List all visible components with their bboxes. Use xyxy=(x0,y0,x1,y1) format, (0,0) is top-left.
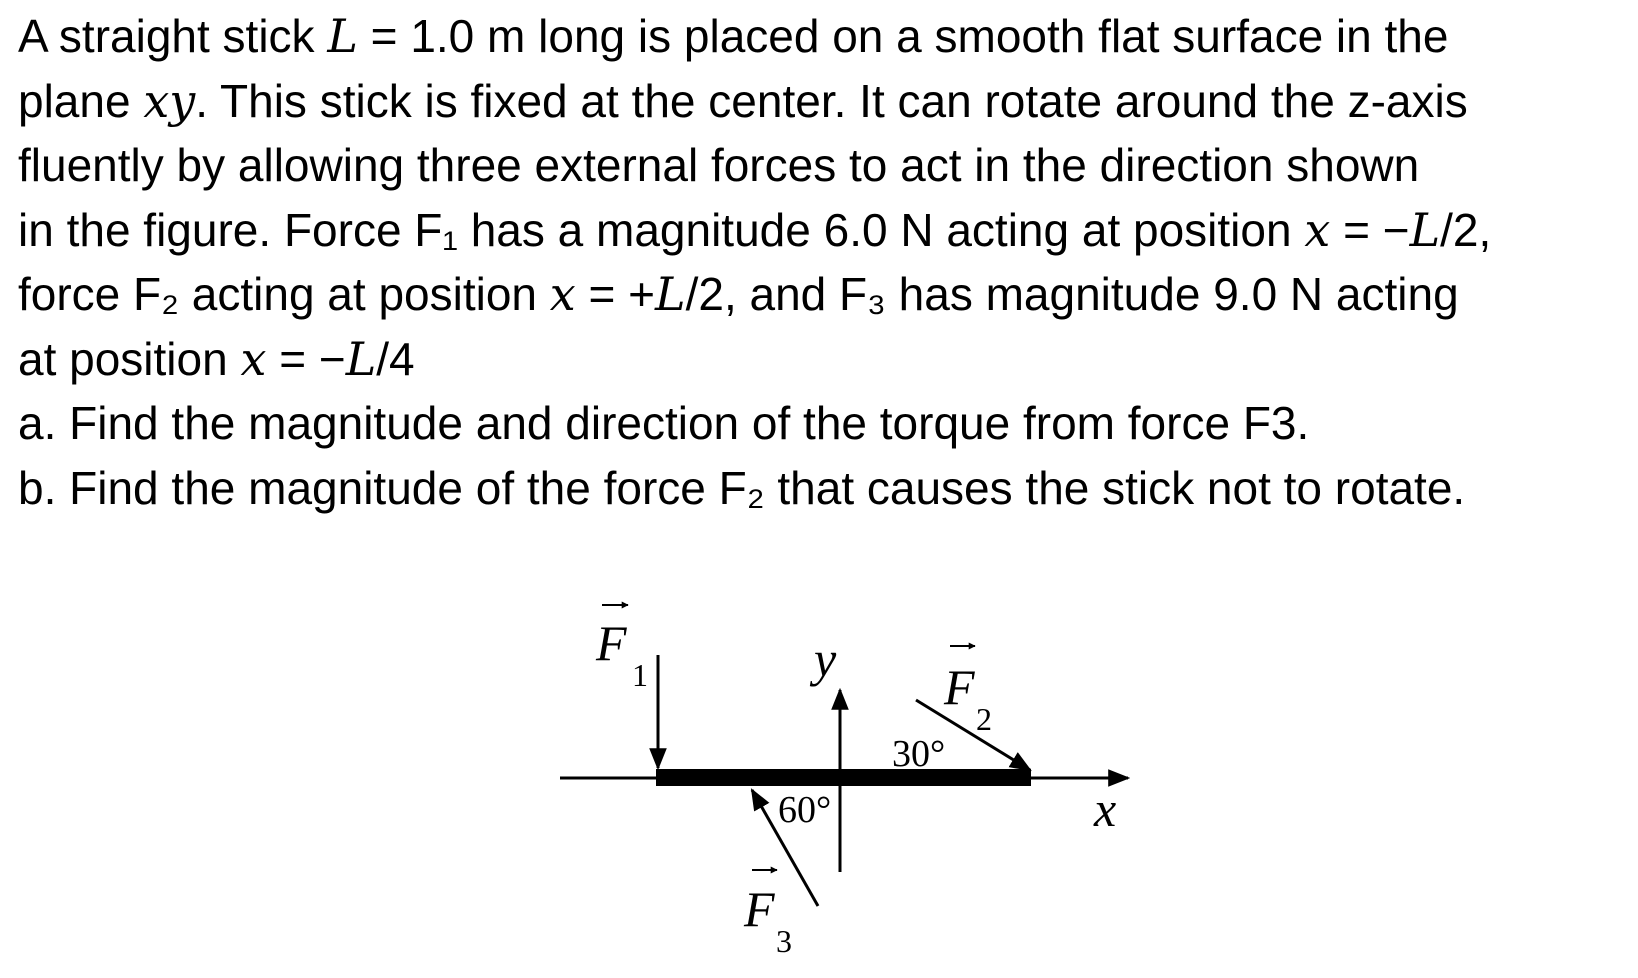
text-run: . This stick is fixed at the center. It can rotate around the z-axis xyxy=(195,74,1468,127)
f2-subscript: 2 xyxy=(976,701,992,737)
text-run: /4 xyxy=(376,332,415,385)
text-run: at position xyxy=(18,332,241,385)
math-symbol: x xyxy=(240,331,267,386)
text-run: in the figure. Force F₁ has a magnitude 6.0 N acting at position xyxy=(18,203,1305,256)
math-symbol: xy xyxy=(143,73,196,128)
math-symbol: L xyxy=(1409,202,1441,257)
text-run: fluently by allowing three external forces to act in the direction shown xyxy=(18,139,1420,191)
text-run: /2, xyxy=(1440,203,1492,256)
f2-label: F xyxy=(944,659,975,715)
text-run: = 1.0 m long is placed on a smooth flat surface in the xyxy=(357,10,1449,62)
text-run: force F₂ acting at position xyxy=(18,268,550,320)
f1-subscript: 1 xyxy=(632,657,648,693)
math-symbol: L xyxy=(345,331,377,386)
f3-label: F xyxy=(744,881,775,937)
stick xyxy=(656,769,1031,786)
math-symbol: x xyxy=(1304,202,1331,257)
x-axis-label: x xyxy=(1094,781,1117,837)
text-run: = + xyxy=(575,268,656,320)
math-symbol: L xyxy=(655,267,686,321)
angle-30-label: 30° xyxy=(892,733,946,775)
text-run: = − xyxy=(1330,203,1410,256)
y-axis-label: y xyxy=(814,631,837,687)
text-run: /2, and F₃ has magnitude 9.0 N acting xyxy=(685,268,1459,320)
text-run: A straight stick xyxy=(18,10,328,62)
text-run: = − xyxy=(266,332,346,385)
math-symbol: L xyxy=(327,9,358,63)
text-run: a. Find the magnitude and direction of the torque from force F3. xyxy=(18,397,1310,449)
math-symbol: x xyxy=(549,267,576,321)
text-run: plane xyxy=(18,74,144,127)
f1-label: F xyxy=(596,615,627,671)
text-run: b. Find the magnitude of the force F₂ that causes the stick not to rotate. xyxy=(18,461,1466,514)
f3-subscript: 3 xyxy=(776,923,792,959)
angle-60-label: 60° xyxy=(778,789,832,831)
